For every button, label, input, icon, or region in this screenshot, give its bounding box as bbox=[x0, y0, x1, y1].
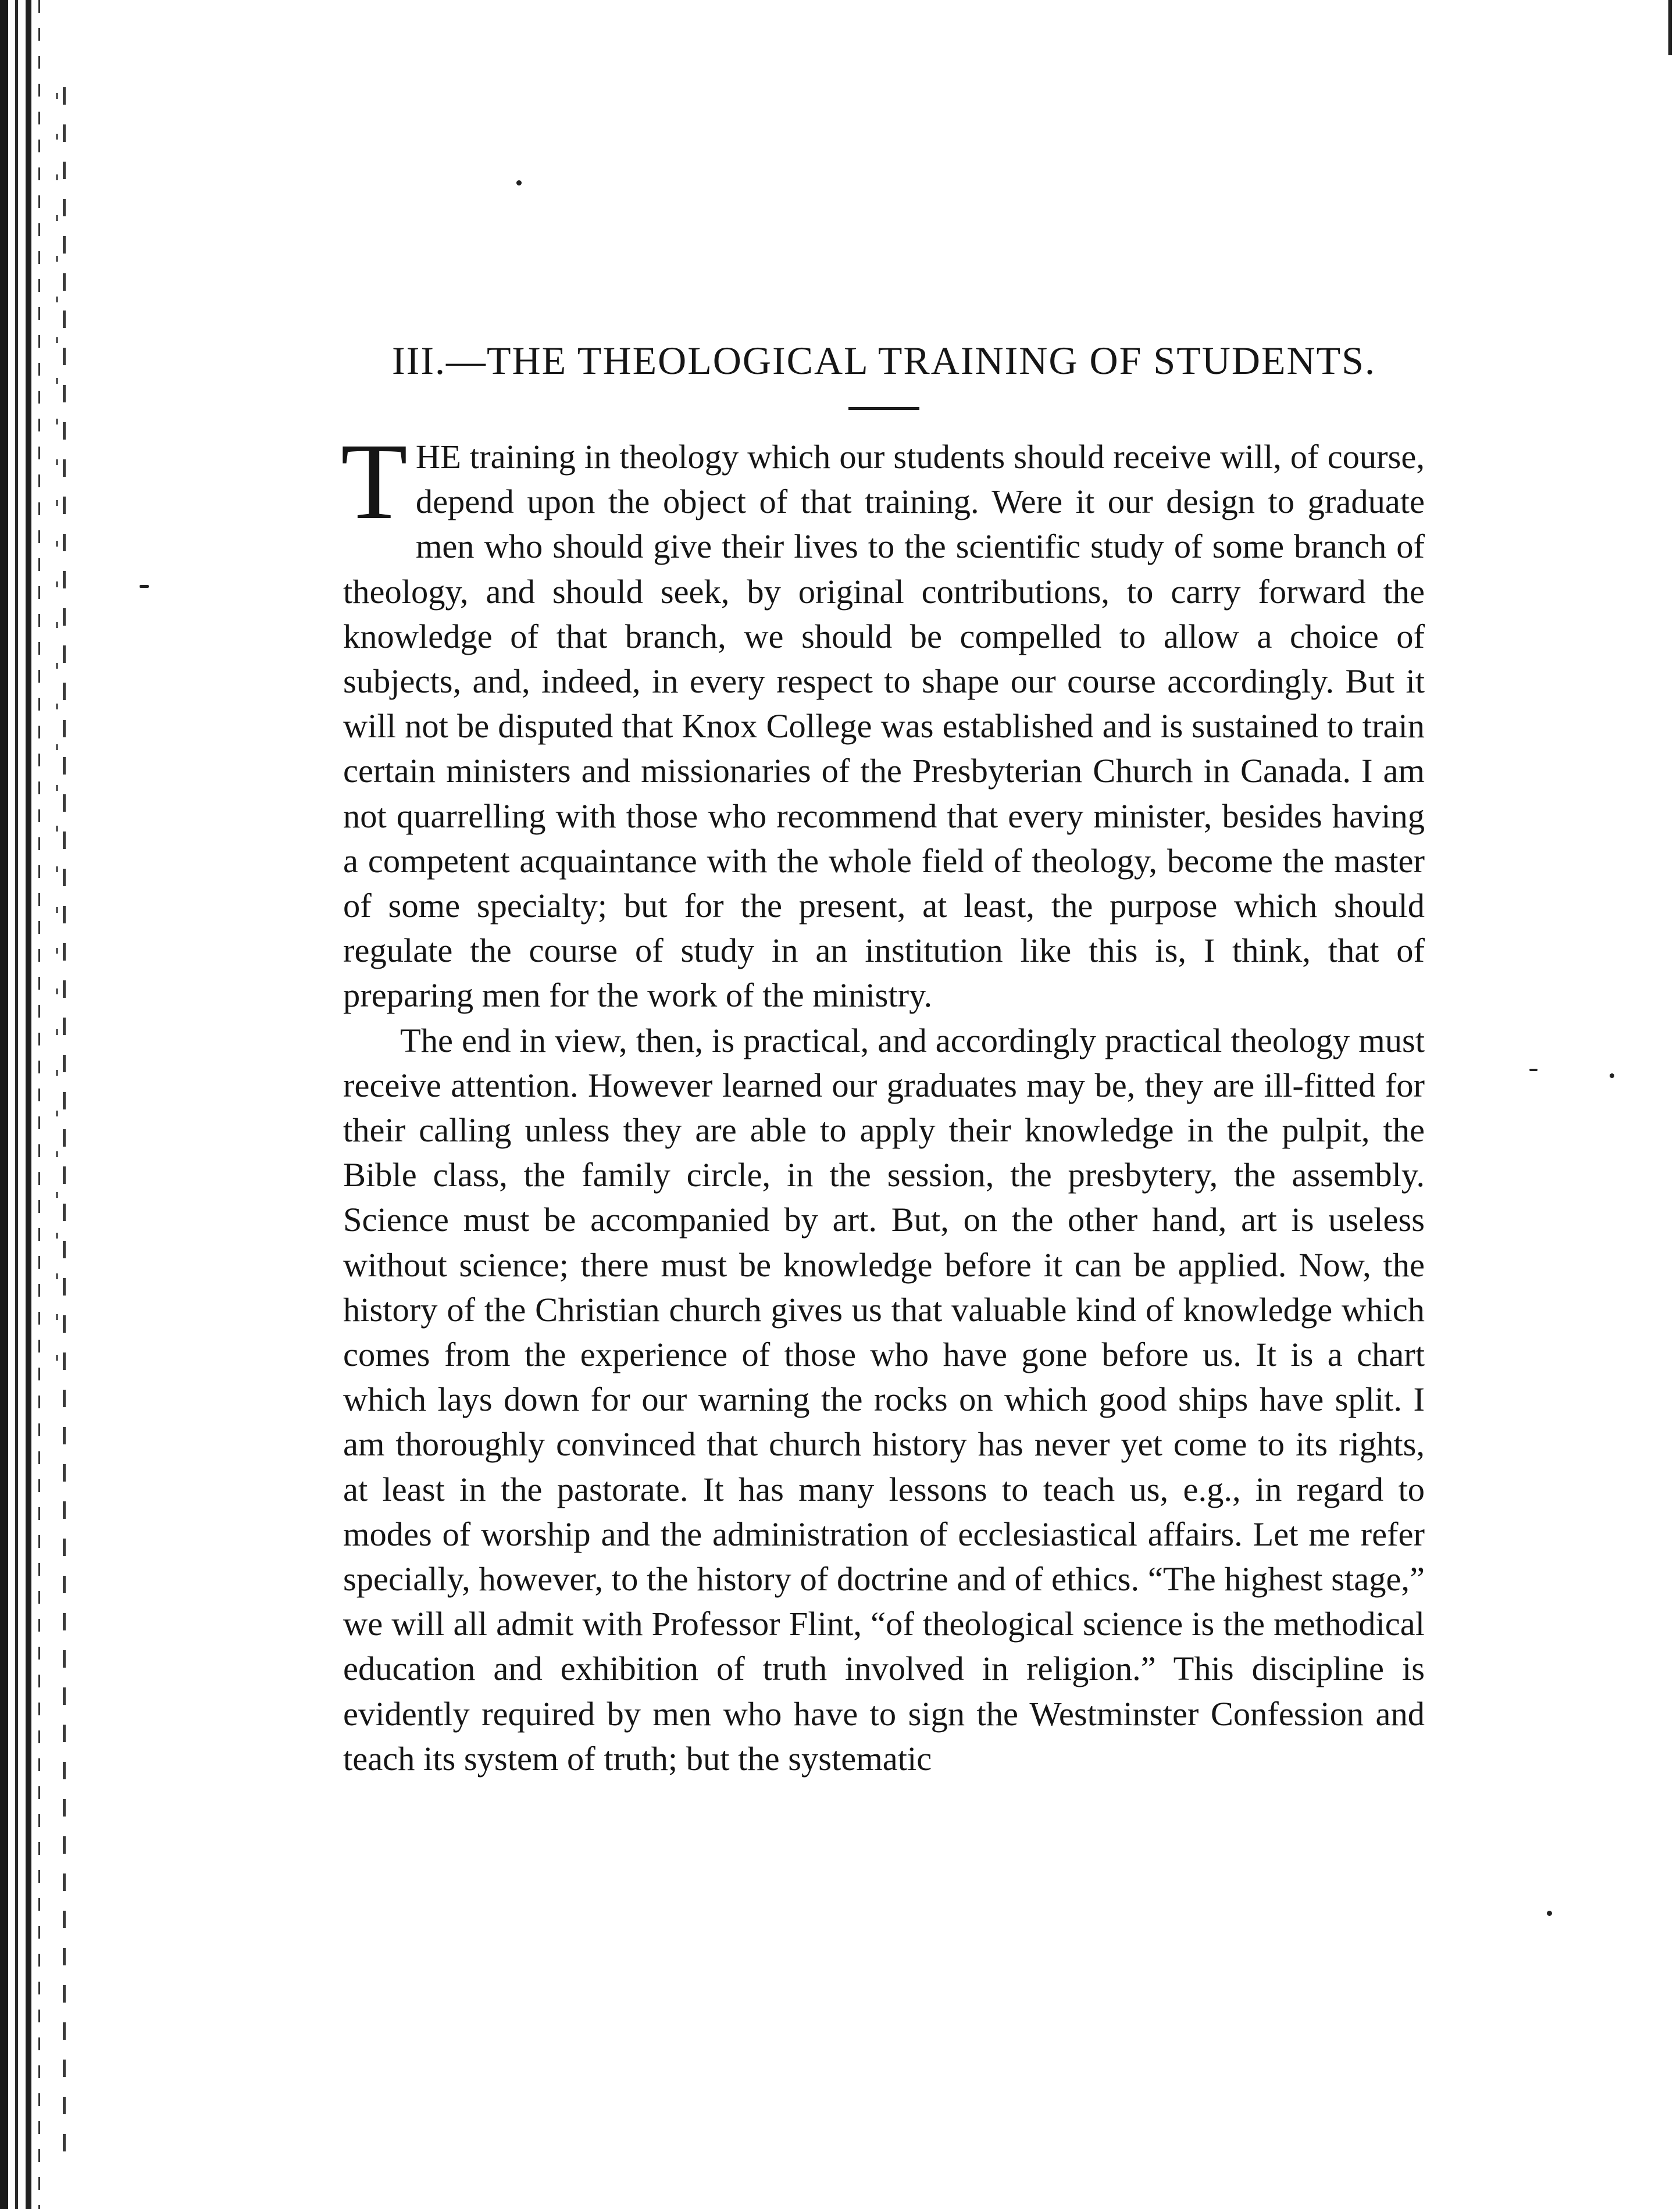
drop-cap: T bbox=[341, 420, 408, 542]
scan-speck bbox=[1610, 1073, 1614, 1078]
book-page bbox=[343, 337, 1425, 1781]
binding-stripe bbox=[0, 0, 8, 2209]
body-text bbox=[341, 420, 1425, 1781]
chapter-heading: III.—THE THEOLOGICAL TRAINING OF STUDENTS. bbox=[392, 338, 1376, 383]
paragraph-2: The end in view, then, is practical, and accordingly practical theology must receive attention. However learned our graduates may be, they are ill-fitted for their calling unless they are able to apply their knowledge in the pulpit, the Bible class, the family circle, in the session, the presbytery, the assembly. Science must be accompanied by art. But, on the other hand, art is useless without science; there must be knowledge before it can be applied. Now, the history of the Christian church gives us that valuable kind of knowledge which comes from the experience of those who have gone before us. It is a chart which lays down for our warning the rocks on which good ships have split. I am thoroughly convinced that church history has never yet come to its rights, at least in the pastorate. It has many lessons to teach us, e.g., in regard to modes of worship and the administration of ecclesiastical affairs. Let me refer specially, however, to the history of doctrine and of ethics. “The highest stage,” we will all admit with Professor Flint, “of theological science is the methodical education and exhibition of truth involved in religion.” This discipline is evidently required by men who have to sign the Westminster Confession and teach its system of truth; but the systematic bbox=[343, 1021, 1425, 1778]
binding-stripe bbox=[38, 0, 40, 2209]
scan-speck bbox=[1529, 1069, 1538, 1071]
scan-speck bbox=[1547, 1911, 1552, 1916]
binding-stripe bbox=[26, 0, 31, 2209]
paragraph-1-text: HE training in theology which our students should receive will, of course, depend upon the object of that training. Were it our design to graduate men who should give their lives to the scientific study of some branch of theology, and should seek, by original contributions, to carry forward the knowledge of that branch, we should be compelled to allow a choice of subjects, and, indeed, in every respect to shape our course accordingly. But it will not be disputed that Knox College was established and is sustained to train certain ministers and missionaries of the Presbyterian Church in Canada. I am not quarrelling with those who recommend that every minister, besides having a competent acquaintance with the whole field of theology, become the master of some specialty; but for the present, at least, the purpose which should regulate the course of study in an institution like this is, I think, that of preparing men for the work of the ministry. bbox=[343, 438, 1425, 1015]
scan-binding-edge bbox=[0, 0, 70, 2209]
scan-speck bbox=[516, 180, 522, 185]
binding-stripe bbox=[63, 87, 66, 2151]
binding-stripe bbox=[56, 93, 58, 1372]
heading-rule bbox=[848, 407, 919, 410]
binding-stripe bbox=[15, 0, 18, 2209]
paragraph-1 bbox=[341, 420, 1425, 1018]
scan-right-edge-mark bbox=[1668, 0, 1672, 55]
scan-speck bbox=[140, 585, 149, 588]
